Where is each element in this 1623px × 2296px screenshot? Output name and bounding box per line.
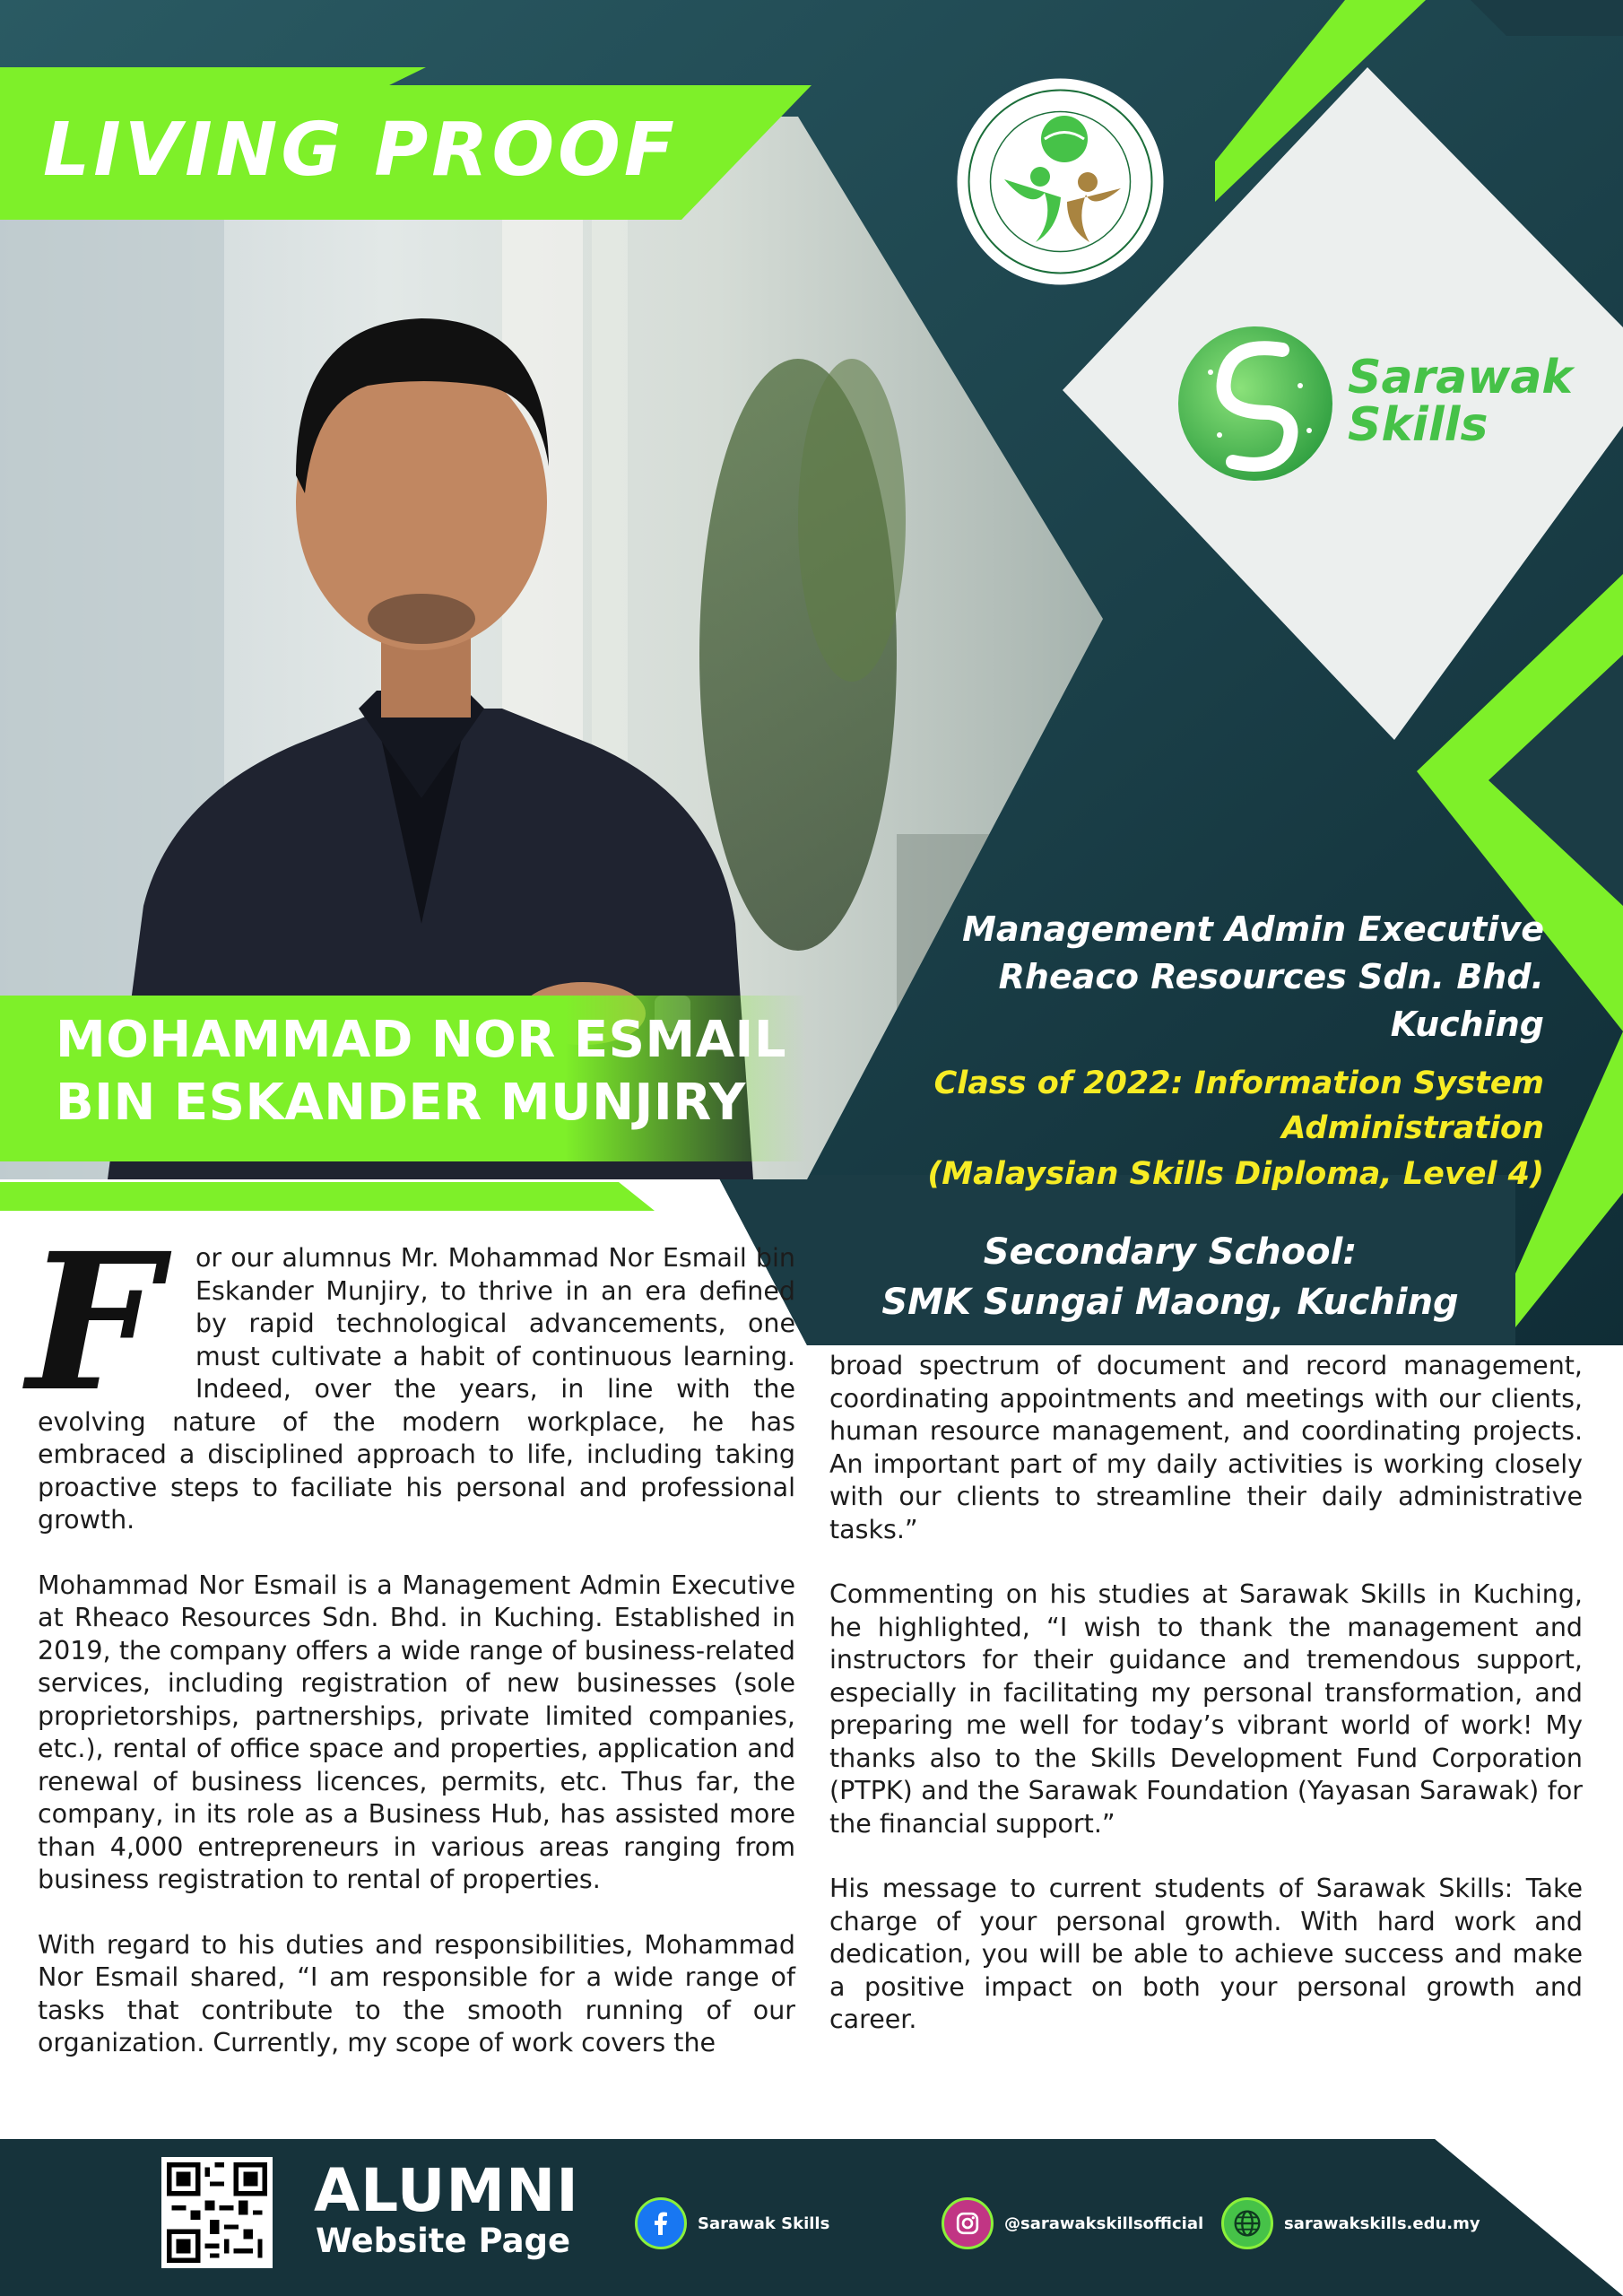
alumnus-name-line2: BIN ESKANDER MUNJIRY [56, 1074, 746, 1132]
article-paragraph: With regard to his duties and responsibilities, Mohammad Nor Esmail shared, “I am responsible for a wide range of tasks that contribute to the smooth running of our organization. Currently, my scope of work covers the [38, 1929, 795, 2057]
article-paragraph: Commenting on his studies at Sarawak Skills in Kuching, he highlighted, “I wish to thank the management and instructors for their guidance and tremendous support, especially in facilitating my personal transformation, and preparing me well for today’s vibrant world of work! My thanks also to the Skills Development Fund Corporation (PTPK) and the Sarawak Foundation (Yayasan Sarawak) for the financial support.” [829, 1579, 1583, 1839]
facebook-icon [635, 2197, 687, 2249]
brand-name-line1: Sarawak [1348, 351, 1573, 404]
article-paragraph [27, 1212, 795, 1537]
job-info [737, 906, 1544, 1049]
website-link[interactable] [1221, 2196, 1480, 2251]
article-paragraph: His message to current students of Sarawak Skills: Take charge of your personal growth. With hard work and dedication, you will be able to achieve success and make a positive impact on both your personal growth and career. [829, 1874, 1583, 2034]
class-line2: Administration [1281, 1110, 1544, 1147]
instagram-link[interactable] [942, 2196, 1203, 2251]
banner-accent-stripe [0, 67, 426, 87]
website-label: sarawakskills.edu.my [1284, 2213, 1480, 2233]
globe-icon [1221, 2197, 1273, 2249]
school-info [861, 1227, 1480, 1327]
page-title: LIVING PROOF [43, 108, 678, 193]
drop-cap: F [27, 1212, 161, 1433]
alumnus-name-line1: MOHAMMAD NOR ESMAIL [56, 1011, 787, 1069]
article-paragraph: broad spectrum of document and record management, coordinating appointments and meetings with our clients, human resource management, and coordinating projects. An important part of my daily activities is working closely with our clients to streamline their daily administrative tasks.” [829, 1351, 1583, 1544]
article-column-right [829, 1350, 1583, 2069]
paragraph-1-text: or our alumnus Mr. Mohammad Nor Esmail bin Eskander Munjiry, to thrive in an era defined by rapid technological advancements, one must cultivate a habit of continuous learning. Indeed, over the years, in line with the evolving nature of the modern workplace, he has embraced a disciplined approach to life, including taking proactive steps to faciliate his personal and professional growth. [38, 1243, 795, 1535]
instagram-label: @sarawakskillsofficial [1004, 2213, 1204, 2233]
brand-name-line2: Skills [1348, 398, 1488, 453]
qr-code[interactable] [161, 2157, 273, 2268]
company-name: Rheaco Resources Sdn. Bhd. [998, 957, 1544, 997]
instagram-icon [942, 2197, 994, 2249]
footer-alumni-title: ALUMNI [314, 2156, 579, 2225]
alumnus-name [56, 1009, 786, 1135]
article-paragraph: Mohammad Nor Esmail is a Management Admin Executive at Rheaco Resources Sdn. Bhd. in Kuching. Established in 2019, the company offers a wide range of business-related services, including registration of new businesses (sole proprietorships, partnerships, private limited companies, etc.), rental of office space and properties, application and renewal of business licences, permits, etc. Thus far, the company, in its role as a Business Hub, has assisted more than 4,000 entrepreneurs in various areas ranging from business registration to rental of properties. [38, 1570, 795, 1894]
class-info [737, 1061, 1544, 1196]
brand-name [1348, 351, 1573, 453]
facebook-link[interactable] [635, 2196, 829, 2251]
class-line3: (Malaysian Skills Diploma, Level 4) [927, 1155, 1544, 1192]
facebook-label: Sarawak Skills [698, 2213, 830, 2233]
sarawak-skills-logo-icon [1175, 323, 1336, 484]
school-name: SMK Sungai Maong, Kuching [881, 1282, 1459, 1323]
company-location: Kuching [1390, 1004, 1544, 1045]
class-line1: Class of 2022: Information System [933, 1065, 1544, 1101]
article-column-left [27, 1212, 795, 2092]
footer-alumni-subtitle: Website Page [316, 2222, 571, 2260]
alumni-association-logo [955, 76, 1166, 287]
job-title: Management Admin Executive [962, 909, 1544, 949]
school-label: Secondary School: [983, 1231, 1358, 1273]
